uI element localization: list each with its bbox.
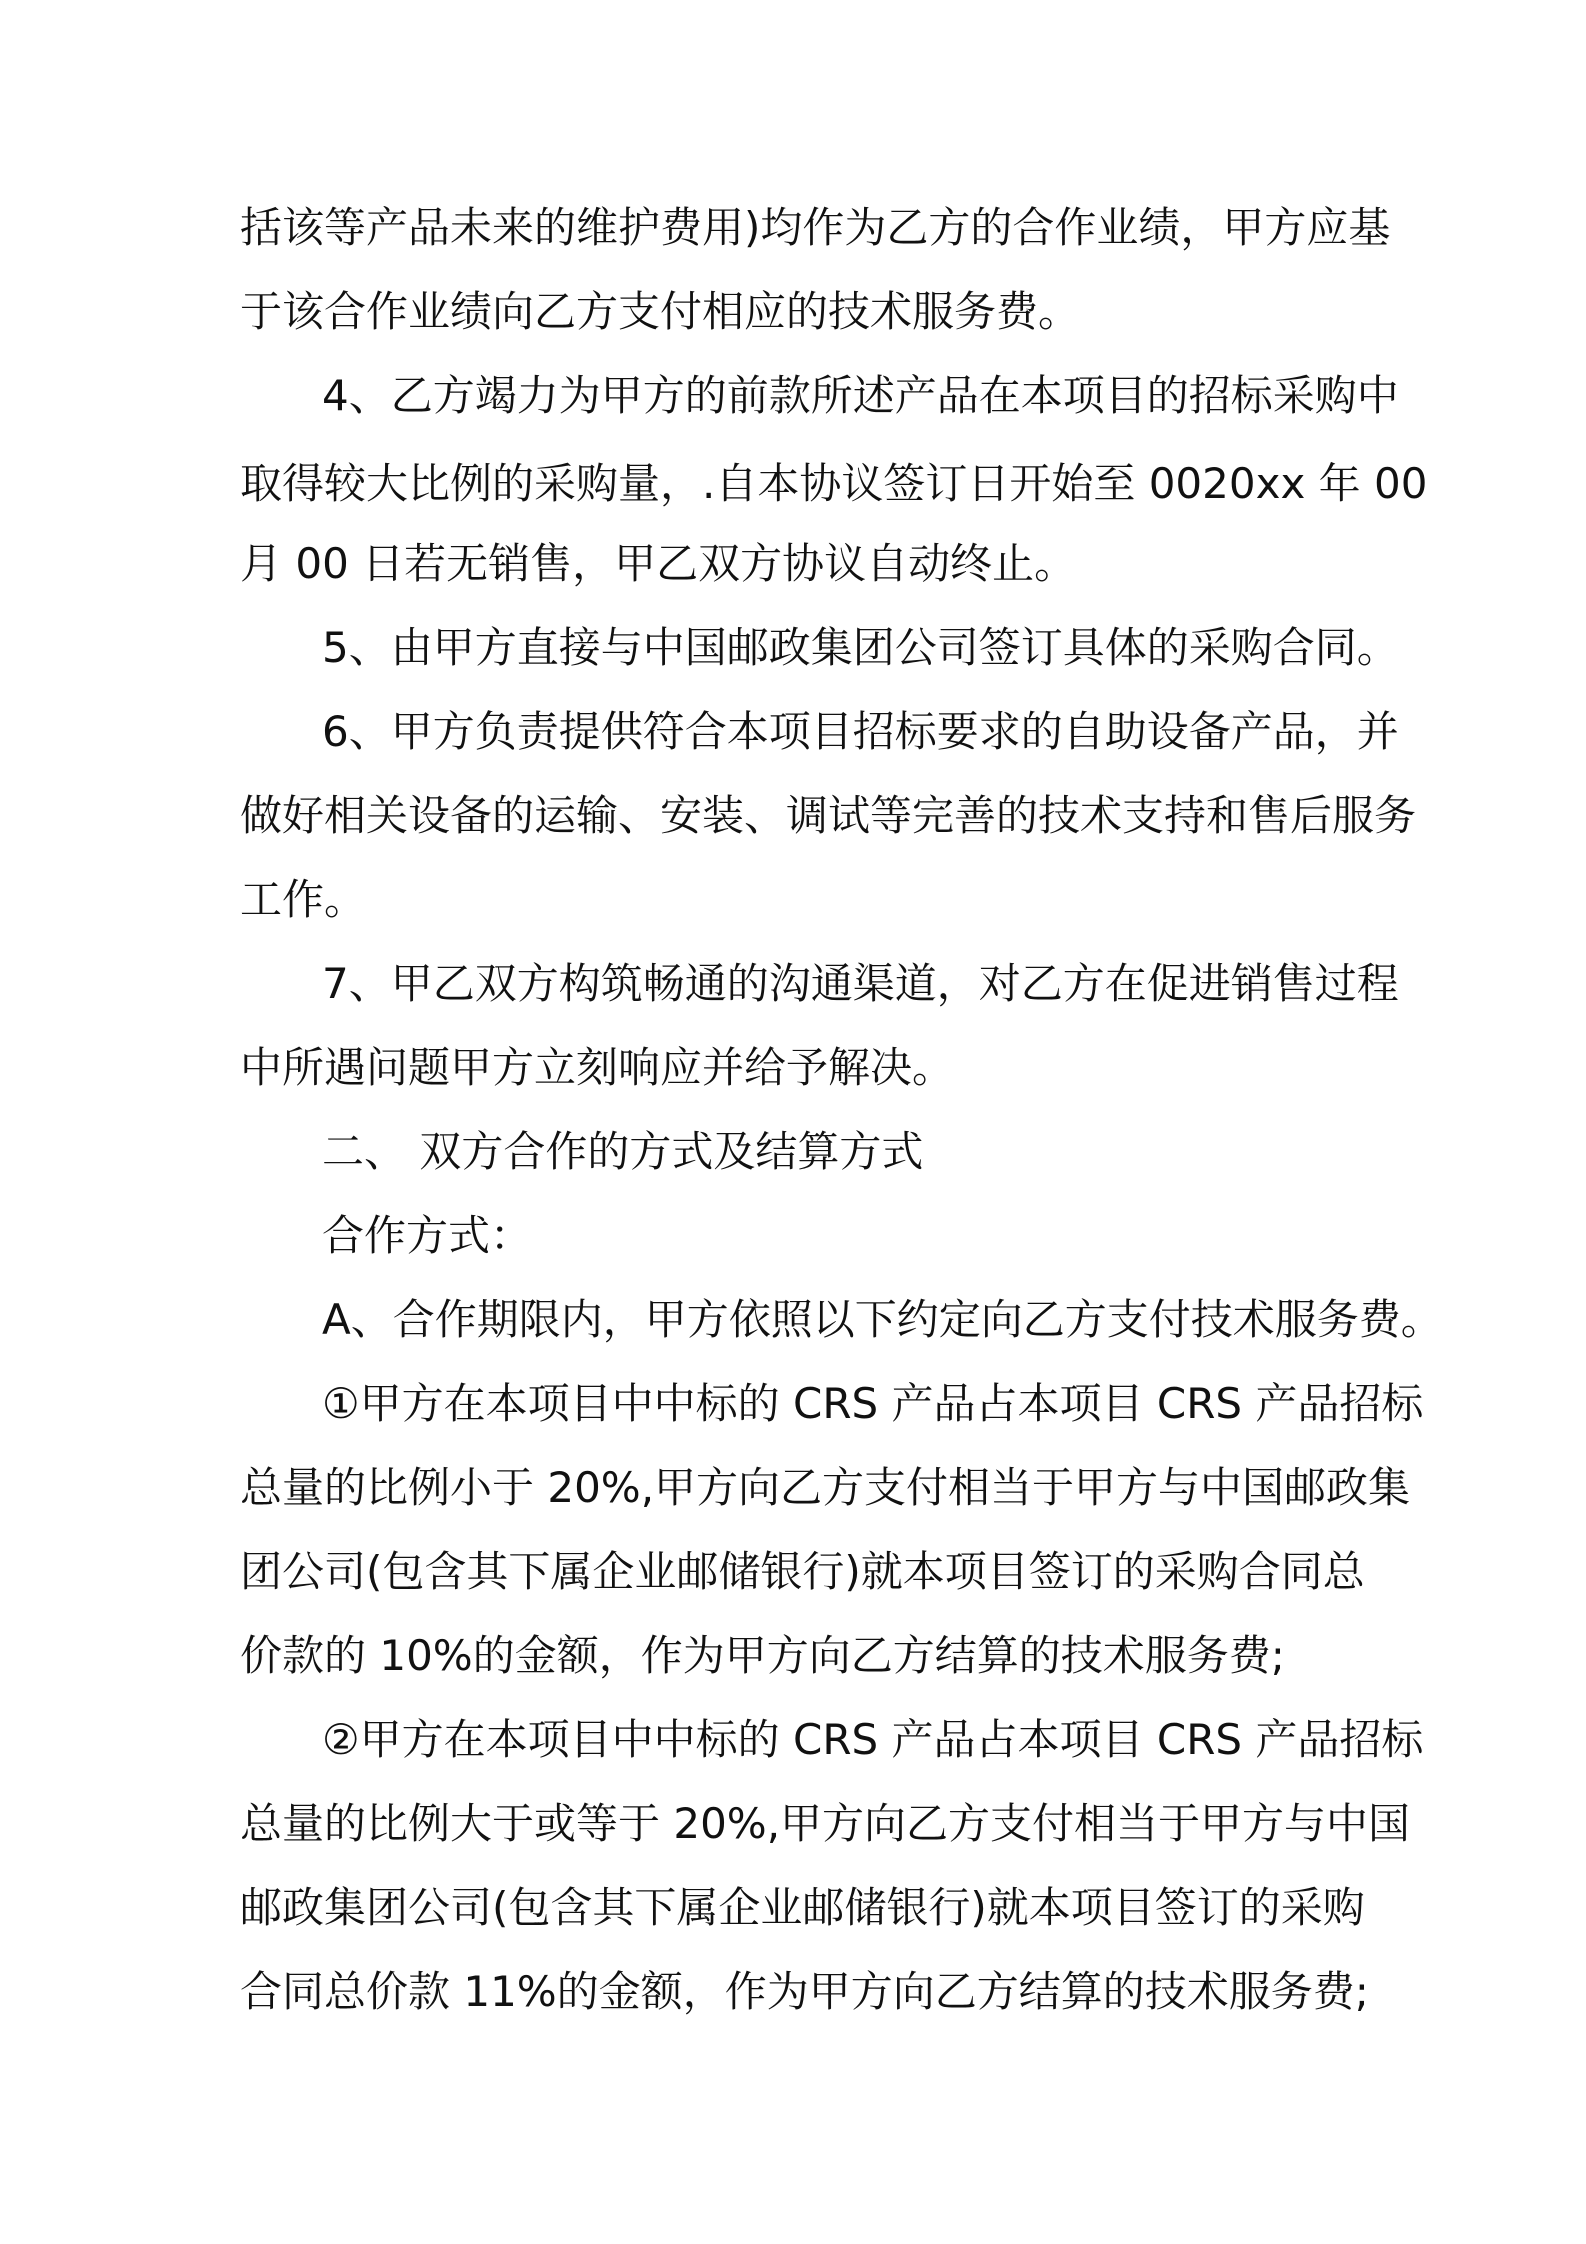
subclause-2-line-2: 总量的比例大于或等于 20%,甲方向乙方支付相当于甲方与中国 (240, 1799, 1411, 1848)
item-6-line-2: 做好相关设备的运输、安装、调试等完善的技术支持和售后服务 (240, 791, 1417, 840)
subclause-1-line-3: 团公司(包含其下属企业邮储银行)就本项目签订的采购合同总 (240, 1547, 1365, 1596)
subclause-2-line-4: 合同总价款 11%的金额，作为甲方向乙方结算的技术服务费; (240, 1967, 1369, 2016)
item-4-line-1: 4、乙方竭力为甲方的前款所述产品在本项目的招标采购中 (322, 371, 1399, 420)
subclause-1-line-1: ①甲方在本项目中中标的 CRS 产品占本项目 CRS 产品招标 (322, 1379, 1424, 1428)
subclause-2-line-1: ②甲方在本项目中中标的 CRS 产品占本项目 CRS 产品招标 (322, 1715, 1424, 1764)
clause-a-line: A、合作期限内，甲方依照以下约定向乙方支付技术服务费。 (322, 1295, 1443, 1344)
item-7-line-1: 7、甲乙双方构筑畅通的沟通渠道，对乙方在促进销售过程 (322, 959, 1399, 1008)
cooperation-method-label: 合作方式： (322, 1211, 533, 1260)
subclause-1-line-2: 总量的比例小于 20%,甲方向乙方支付相当于甲方与中国邮政集 (240, 1463, 1411, 1512)
subclause-2-line-3: 邮政集团公司(包含其下属企业邮储银行)就本项目签订的采购 (240, 1883, 1365, 1932)
item-6-line-3: 工作。 (240, 875, 367, 924)
subclause-1-line-4: 价款的 10%的金额，作为甲方向乙方结算的技术服务费; (240, 1631, 1285, 1680)
section-heading: 二、 双方合作的方式及结算方式 (322, 1127, 924, 1176)
paragraph-line-2: 于该合作业绩向乙方支付相应的技术服务费。 (240, 287, 1081, 336)
item-6-line-1: 6、甲方负责提供符合本项目招标要求的自助设备产品，并 (322, 707, 1399, 756)
item-7-line-2: 中所遇问题甲方立刻响应并给予解决。 (240, 1043, 955, 1092)
item-5-line: 5、由甲方直接与中国邮政集团公司签订具体的采购合同。 (322, 623, 1399, 672)
item-4-line-3: 月 00 日若无销售，甲乙双方协议自动终止。 (240, 539, 1077, 588)
item-4-line-2: 取得较大比例的采购量，.自本协议签订日开始至 0020xx 年 00 (240, 459, 1428, 508)
paragraph-line-1: 括该等产品未来的维护费用)均作为乙方的合作业绩，甲方应基 (240, 203, 1391, 252)
